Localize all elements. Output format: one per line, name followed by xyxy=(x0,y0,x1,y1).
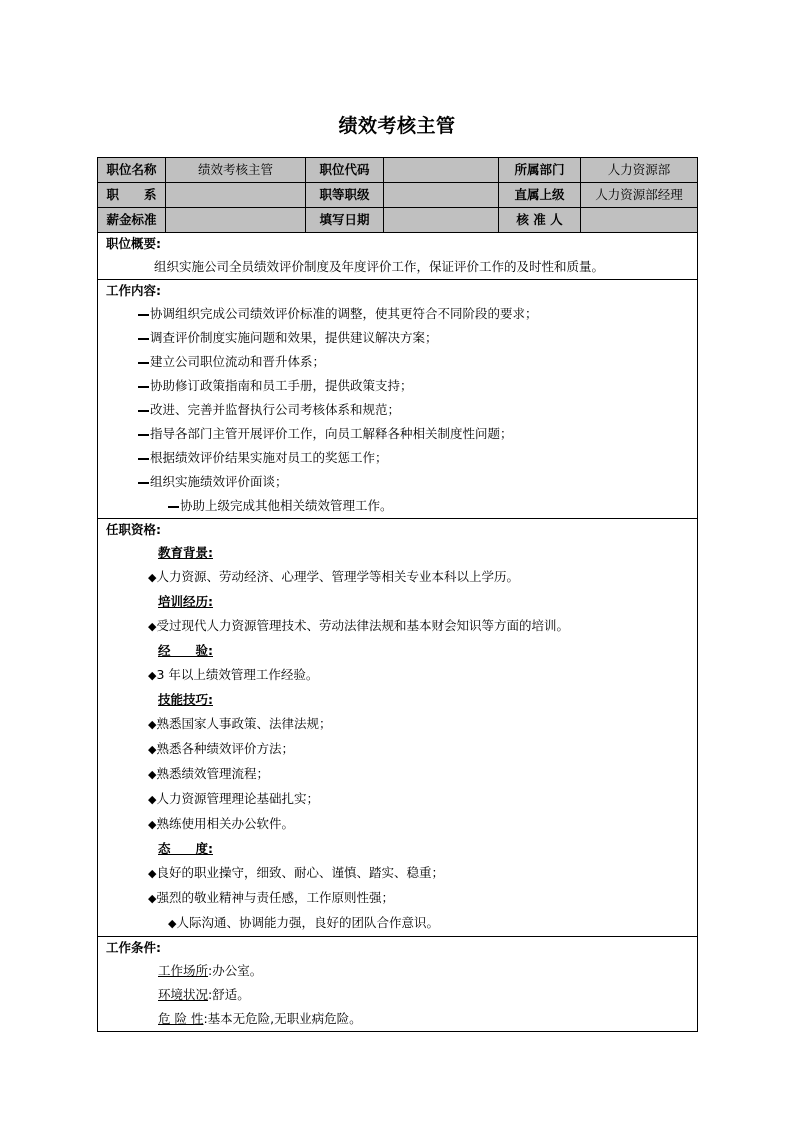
qualifications-list xyxy=(98,541,697,936)
qualification-bullet-text: 熟悉国家人事政策、法律法规； xyxy=(156,716,332,731)
diamond-bullet-icon: ◆ xyxy=(168,917,177,930)
qualification-group-heading xyxy=(98,590,697,614)
dash-bullet-icon xyxy=(138,482,149,484)
qualification-bullet-text: 熟悉各种绩效评价方法； xyxy=(156,741,294,756)
field-label-position-code: 职位代码 xyxy=(306,158,384,183)
diamond-bullet-icon: ◆ xyxy=(148,768,157,781)
section-job-summary xyxy=(98,233,698,280)
dash-bullet-icon xyxy=(168,506,179,508)
work-content-item-text: 协助上级完成其他相关绩效管理工作。 xyxy=(180,498,393,513)
qualification-bullet-text: 人力资源、劳动经济、心理学、管理学等相关专业本科以上学历。 xyxy=(156,569,519,584)
section-work-content xyxy=(98,280,698,519)
work-content-item xyxy=(98,398,697,422)
diamond-bullet-icon: ◆ xyxy=(148,743,157,756)
dash-bullet-icon xyxy=(138,362,149,364)
field-label-salary-standard: 薪金标准 xyxy=(98,208,166,233)
work-content-item-text: 组织实施绩效评价面谈； xyxy=(150,474,288,489)
qualification-bullet-text: 人力资源管理理论基础扎实； xyxy=(156,791,319,806)
field-value-direct-supervisor: 人力资源部经理 xyxy=(581,183,698,208)
work-content-item xyxy=(98,422,697,446)
qualification-bullet-text: 人际沟通、协调能力强，良好的团队合作意识。 xyxy=(176,915,439,930)
qualification-bullet-text: 良好的职业操守，细致、耐心、谨慎、踏实、稳重； xyxy=(156,865,444,880)
qualification-group-heading-text: 经 验: xyxy=(158,643,213,658)
work-content-list xyxy=(98,302,697,518)
work-content-item-text: 根据绩效评价结果实施对员工的奖惩工作； xyxy=(150,450,388,465)
table-row xyxy=(98,208,698,233)
work-content-item xyxy=(98,350,697,374)
field-value-job-grade xyxy=(384,183,499,208)
dash-bullet-icon xyxy=(138,338,149,340)
qualification-bullet-text: 受过现代人力资源管理技术、劳动法律法规和基本财会知识等方面的培训。 xyxy=(156,618,569,633)
diamond-bullet-icon: ◆ xyxy=(148,571,157,584)
qualification-group-heading-text: 教育背景: xyxy=(158,545,213,560)
field-value-department: 人力资源部 xyxy=(581,158,698,183)
field-label-department: 所属部门 xyxy=(499,158,581,183)
field-value-salary-standard xyxy=(166,208,306,233)
table-row xyxy=(98,183,698,208)
field-label-position-name: 职位名称 xyxy=(98,158,166,183)
work-conditions-heading: 工作条件: xyxy=(106,940,161,955)
qualification-bullet xyxy=(98,565,697,590)
qualification-group-heading xyxy=(98,837,697,861)
field-label-direct-supervisor: 直属上级 xyxy=(499,183,581,208)
page-title: 绩效考核主管 xyxy=(338,115,456,137)
diamond-bullet-icon: ◆ xyxy=(148,867,157,880)
work-condition-item xyxy=(98,983,697,1007)
work-content-heading: 工作内容: xyxy=(106,283,161,298)
dash-bullet-icon xyxy=(138,314,149,316)
work-condition-value: :基本无危险,无职业病危险。 xyxy=(203,1011,362,1026)
work-content-item xyxy=(98,470,697,494)
section-row-summary xyxy=(98,233,698,280)
qualification-bullet xyxy=(98,762,697,787)
field-value-approver xyxy=(581,208,698,233)
summary-heading: 职位概要: xyxy=(106,236,161,251)
work-content-item xyxy=(98,302,697,326)
diamond-bullet-icon: ◆ xyxy=(148,669,157,682)
qualification-group-heading xyxy=(98,688,697,712)
work-content-item xyxy=(98,326,697,350)
work-condition-value: :办公室。 xyxy=(208,963,263,978)
work-content-item-text: 指导各部门主管开展评价工作，向员工解释各种相关制度性问题； xyxy=(150,426,513,441)
work-condition-label: 环境状况 xyxy=(158,987,209,1002)
section-row-work-conditions xyxy=(98,937,698,1032)
qualification-group-heading-text: 技能技巧: xyxy=(158,692,213,707)
diamond-bullet-icon: ◆ xyxy=(148,793,157,806)
qualification-bullet xyxy=(98,886,697,911)
field-value-position-name: 绩效考核主管 xyxy=(166,158,306,183)
qualification-bullet-text: 3 年以上绩效管理工作经验。 xyxy=(156,667,319,682)
section-qualifications xyxy=(98,519,698,937)
job-description-table xyxy=(97,157,698,1032)
section-row-work-content xyxy=(98,280,698,519)
qualifications-heading: 任职资格: xyxy=(106,522,161,537)
work-content-item xyxy=(98,374,697,398)
qualification-bullet xyxy=(98,737,697,762)
qualification-group-heading xyxy=(98,639,697,663)
qualification-bullet-indented xyxy=(98,911,697,936)
qualification-bullet xyxy=(98,787,697,812)
work-condition-label: 危 险 性 xyxy=(158,1011,204,1026)
qualification-bullet xyxy=(98,861,697,886)
work-content-item-text: 改进、完善并监督执行公司考核体系和规范； xyxy=(150,402,401,417)
qualification-bullet xyxy=(98,663,697,688)
diamond-bullet-icon: ◆ xyxy=(148,718,157,731)
work-content-item-text: 协助修订政策指南和员工手册，提供政策支持； xyxy=(150,378,413,393)
field-label-fill-date: 填写日期 xyxy=(306,208,384,233)
field-value-job-family xyxy=(166,183,306,208)
dash-bullet-icon xyxy=(138,410,149,412)
work-content-item-text: 建立公司职位流动和晋升体系； xyxy=(150,354,326,369)
work-condition-item xyxy=(98,1007,697,1031)
summary-text: 组织实施公司全员绩效评价制度及年度评价工作，保证评价工作的及时性和质量。 xyxy=(154,259,605,274)
field-value-position-code xyxy=(384,158,499,183)
qualification-bullet-text: 熟练使用相关办公软件。 xyxy=(156,816,294,831)
work-conditions-list xyxy=(98,959,697,1031)
diamond-bullet-icon: ◆ xyxy=(148,620,157,633)
dash-bullet-icon xyxy=(138,458,149,460)
diamond-bullet-icon: ◆ xyxy=(148,818,157,831)
table-row xyxy=(98,158,698,183)
qualification-bullet-text: 熟悉绩效管理流程； xyxy=(156,766,269,781)
field-label-job-grade: 职等职级 xyxy=(306,183,384,208)
work-condition-item xyxy=(98,959,697,983)
diamond-bullet-icon: ◆ xyxy=(148,892,157,905)
field-label-approver: 核 准 人 xyxy=(499,208,581,233)
dash-bullet-icon xyxy=(138,434,149,436)
work-content-item-text: 协调组织完成公司绩效评价标准的调整，使其更符合不同阶段的要求； xyxy=(150,306,538,321)
qualification-bullet xyxy=(98,614,697,639)
qualification-bullet xyxy=(98,812,697,837)
qualification-group-heading xyxy=(98,541,697,565)
field-label-job-family: 职 系 xyxy=(98,183,166,208)
field-value-fill-date xyxy=(384,208,499,233)
section-row-qualifications xyxy=(98,519,698,937)
work-content-item-last xyxy=(98,494,697,518)
qualification-group-heading-text: 态 度: xyxy=(158,841,213,856)
work-content-item-text: 调查评价制度实施问题和效果，提供建议解决方案； xyxy=(150,330,438,345)
work-content-item xyxy=(98,446,697,470)
qualification-group-heading-text: 培训经历: xyxy=(158,594,213,609)
section-work-conditions xyxy=(98,937,698,1032)
qualification-bullet xyxy=(98,712,697,737)
work-condition-value: :舒适。 xyxy=(208,987,250,1002)
work-condition-label: 工作场所 xyxy=(158,963,209,978)
dash-bullet-icon xyxy=(138,386,149,388)
qualification-bullet-text: 强烈的敬业精神与责任感，工作原则性强； xyxy=(156,890,394,905)
